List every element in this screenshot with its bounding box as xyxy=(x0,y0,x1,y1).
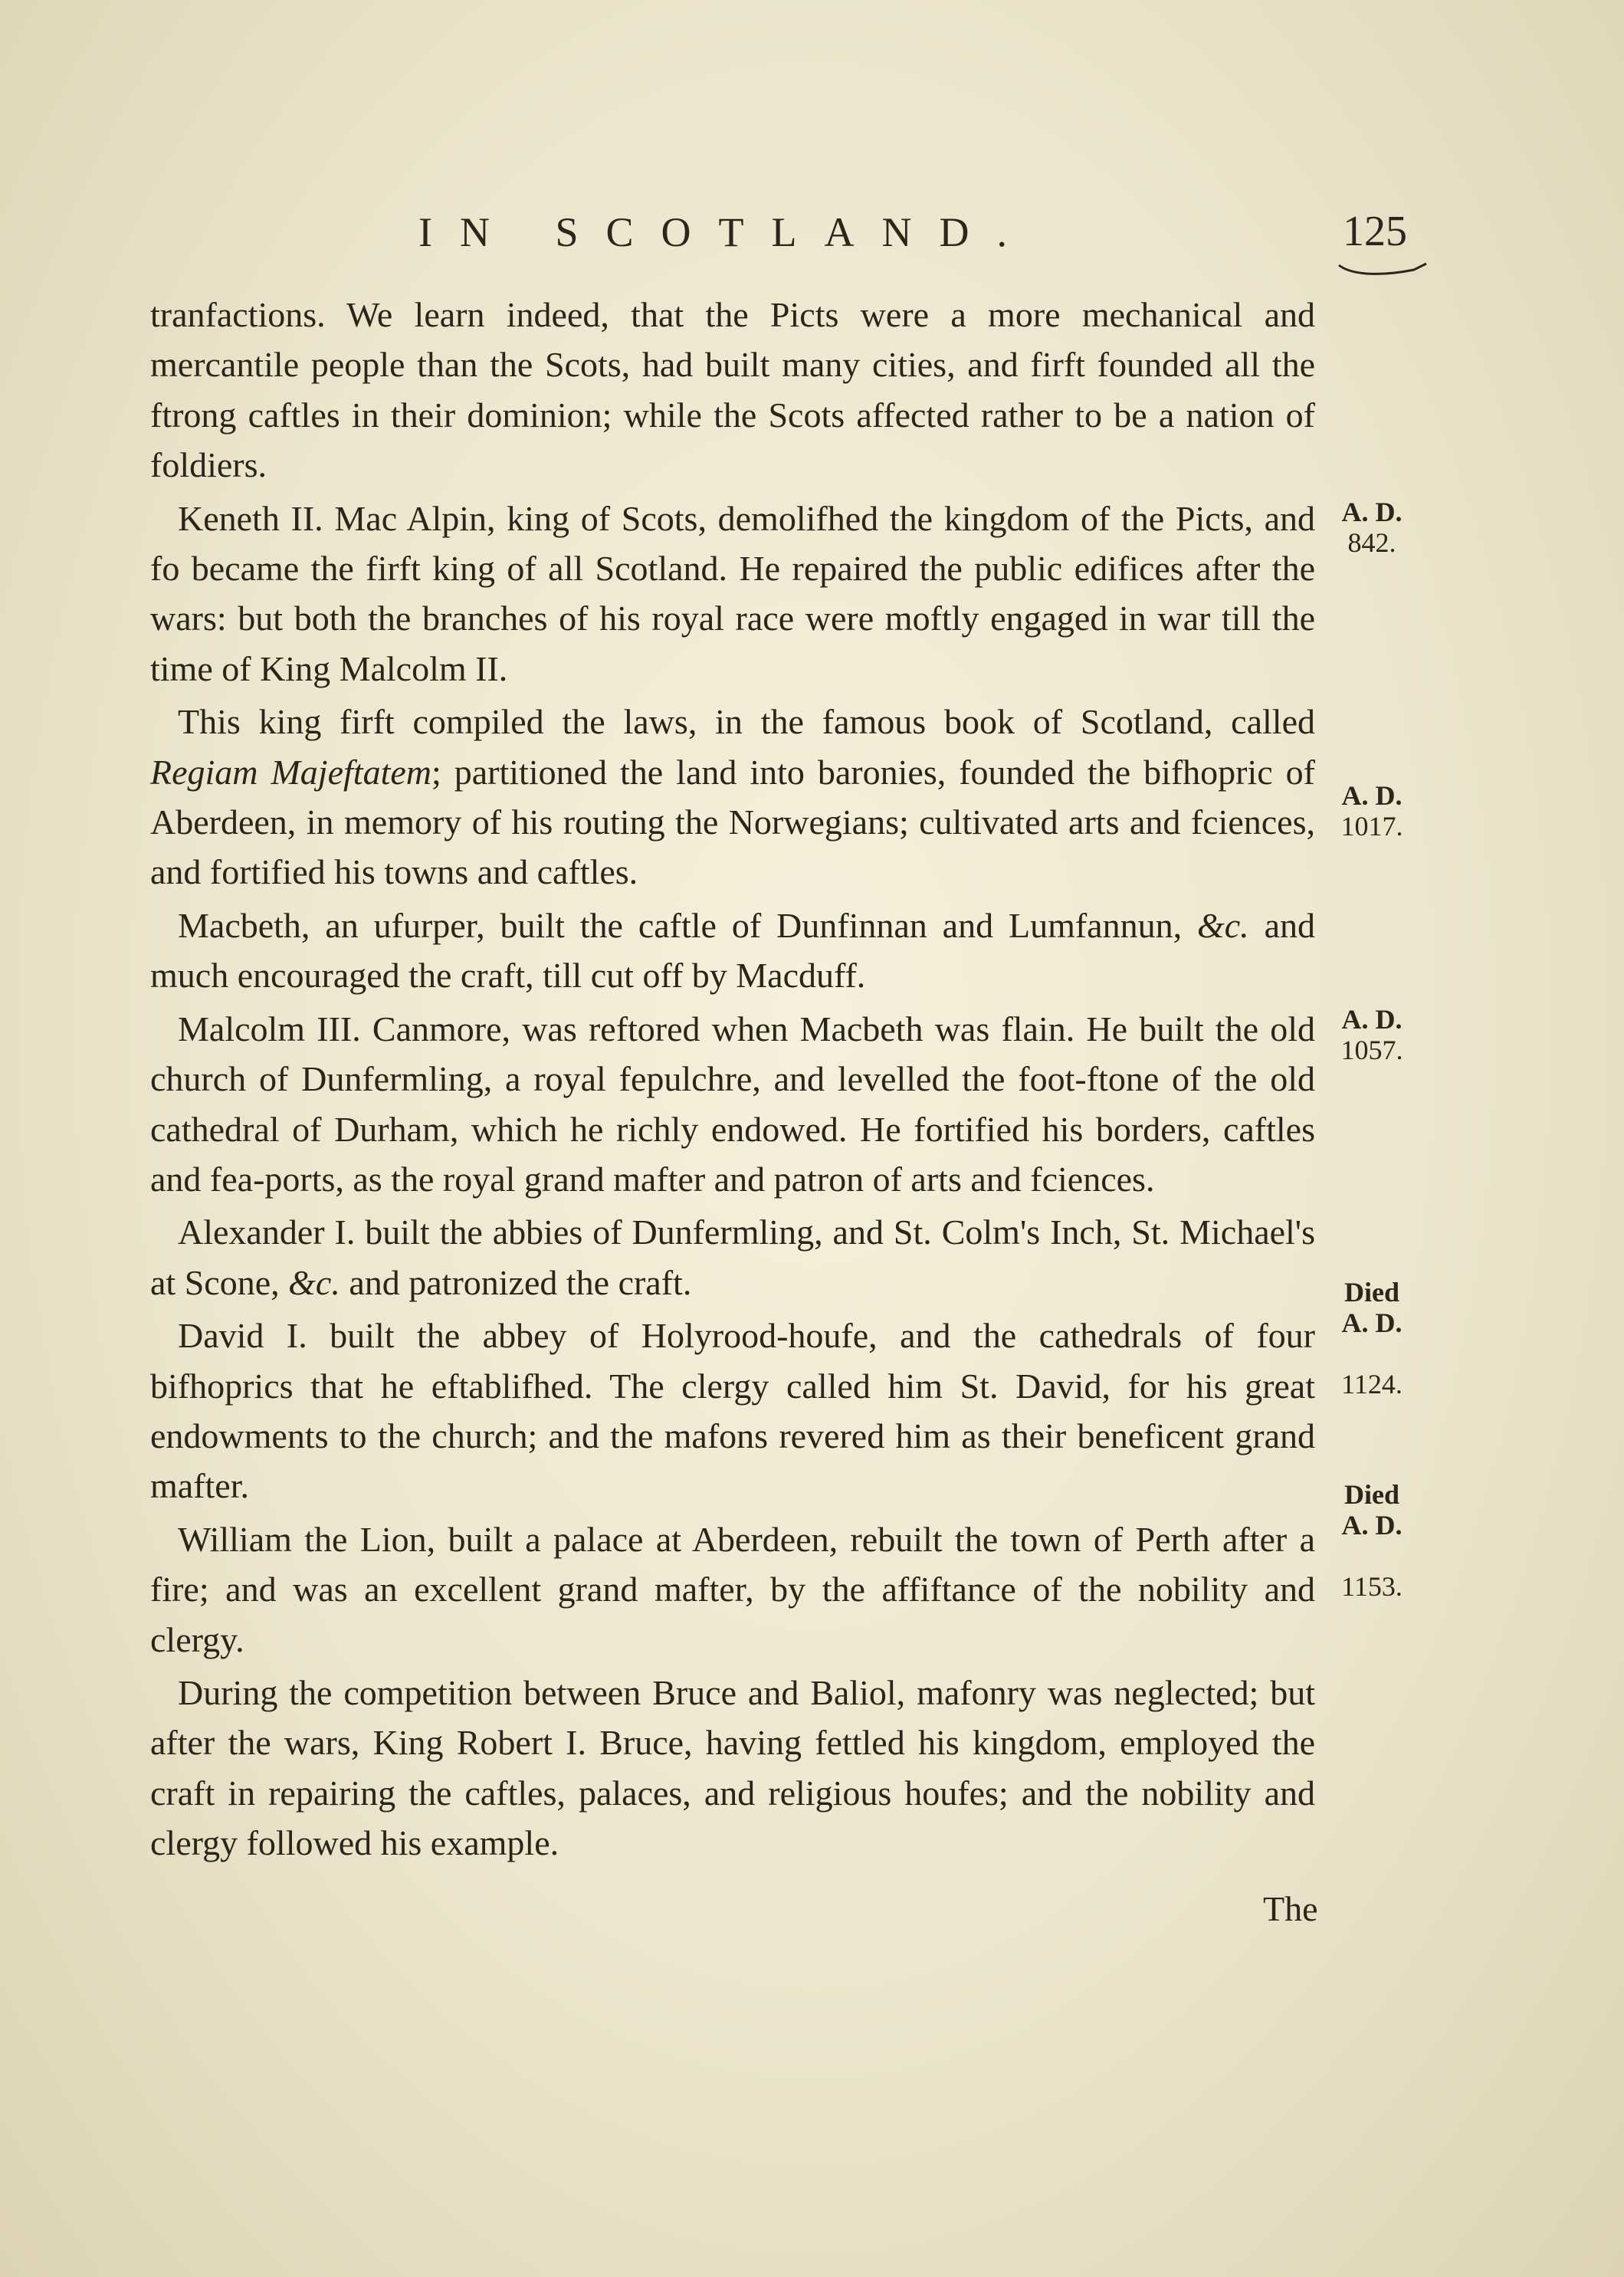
margin-note-year: 842. xyxy=(1347,527,1396,558)
margin-note-year: 1017. xyxy=(1340,811,1403,842)
paragraph xyxy=(150,901,1315,1001)
margin-note xyxy=(1330,1449,1414,1632)
text-run: and much encouraged the craft, till cut off by Macduff. xyxy=(150,905,1315,996)
text-run: Alexander I. built the abbies of Dunfermling, and St. Colm's Inch, St. Michael's at Scone, xyxy=(150,1212,1315,1302)
italic-text: &c. xyxy=(288,1262,340,1302)
paragraph xyxy=(150,494,1315,694)
text-run: Macbeth, an ufurper, built the caftle of Dunfinnan and Lumfannun, xyxy=(178,905,1197,945)
text-run: and patronized the craft. xyxy=(340,1262,692,1302)
margin-note-year: 1153. xyxy=(1341,1571,1403,1602)
margin-note xyxy=(1330,1004,1414,1065)
text-run: William the Lion, built a palace at Aberdeen, rebuilt the town of Perth after a fire; and was an excellent grand mafter, by the affiftance of the nobility and clergy. xyxy=(150,1519,1315,1659)
text-run: During the competition between Bruce and Baliol, mafonry was neglected; but after the wars, King Robert I. Bruce, having fettled his kingdom, employed the craft in repairing the caftles, palaces, and religious houfes; and the nobility and clergy followed his example. xyxy=(150,1672,1315,1863)
page-number-flourish-icon xyxy=(1337,259,1429,277)
text-run: Keneth II. Mac Alpin, king of Scots, demolifhed the kingdom of the Picts, and fo became the firft king of all Scotland. He repaired the public edifices after the wars: but both the branches of his royal race were moftly engaged in war till the time of King Malcolm II. xyxy=(150,498,1315,688)
paragraph xyxy=(150,290,1315,491)
margin-note-label: A. D. xyxy=(1341,1004,1403,1035)
margin-note xyxy=(1330,1246,1414,1430)
text-run: This king firft compiled the laws, in the famous book of Scotland, called xyxy=(178,702,1315,742)
paragraph xyxy=(150,1311,1315,1511)
paragraph xyxy=(150,1004,1315,1205)
running-title: IN SCOTLAND. xyxy=(418,209,1035,255)
text-run: Malcolm III. Canmore, was reftored when Macbeth was flain. He built the old church of Dunfermling, a royal fepulchre, and levelled the foot-ftone of the old cathedral of Durham, which he richly endowed. He fortified his borders, caftles and fea-ports, as the royal grand mafter and patron of arts and fciences. xyxy=(150,1009,1315,1199)
text-run: tranfactions. We learn indeed, that the Picts were a more mechanical and mercantile people than the Scots, had built many cities, and firft founded all the ftrong caftles in their dominion; while the Scots affected rather to be a nation of foldiers. xyxy=(150,295,1315,485)
italic-text: Regiam Majeftatem xyxy=(150,752,431,792)
paragraph xyxy=(150,1514,1315,1665)
margin-note xyxy=(1330,780,1414,842)
text-run: ; partitioned the land into baronies, founded the bifhopric of Aberdeen, in memory of his routing the Norwegians; cultivated arts and fciences, and fortified his towns and caftles. xyxy=(150,752,1315,892)
margin-note-year: 1057. xyxy=(1340,1035,1403,1065)
paragraph xyxy=(150,1207,1315,1307)
paragraph xyxy=(150,697,1315,897)
margin-note-year: 1124. xyxy=(1341,1369,1403,1399)
margin-note-label: Died A. D. xyxy=(1341,1277,1403,1338)
text-run: David I. built the abbey of Holyrood-houfe, and the cathedrals of four bifhoprics that he eftablifhed. The clergy called him St. David, for his great endowments to the church; and the mafons revered him as their beneficent grand mafter. xyxy=(150,1316,1315,1506)
margin-note-label: A. D. xyxy=(1341,780,1403,811)
paragraph xyxy=(150,1668,1315,1869)
catchword: The xyxy=(1263,1889,1318,1928)
body-text xyxy=(150,290,1315,1869)
page-number: 125 xyxy=(1343,208,1407,255)
margin-note-label: Died A. D. xyxy=(1341,1479,1403,1540)
margin-note xyxy=(1330,497,1414,558)
margin-note-label: A. D. xyxy=(1341,497,1403,527)
italic-text: &c. xyxy=(1196,905,1249,945)
